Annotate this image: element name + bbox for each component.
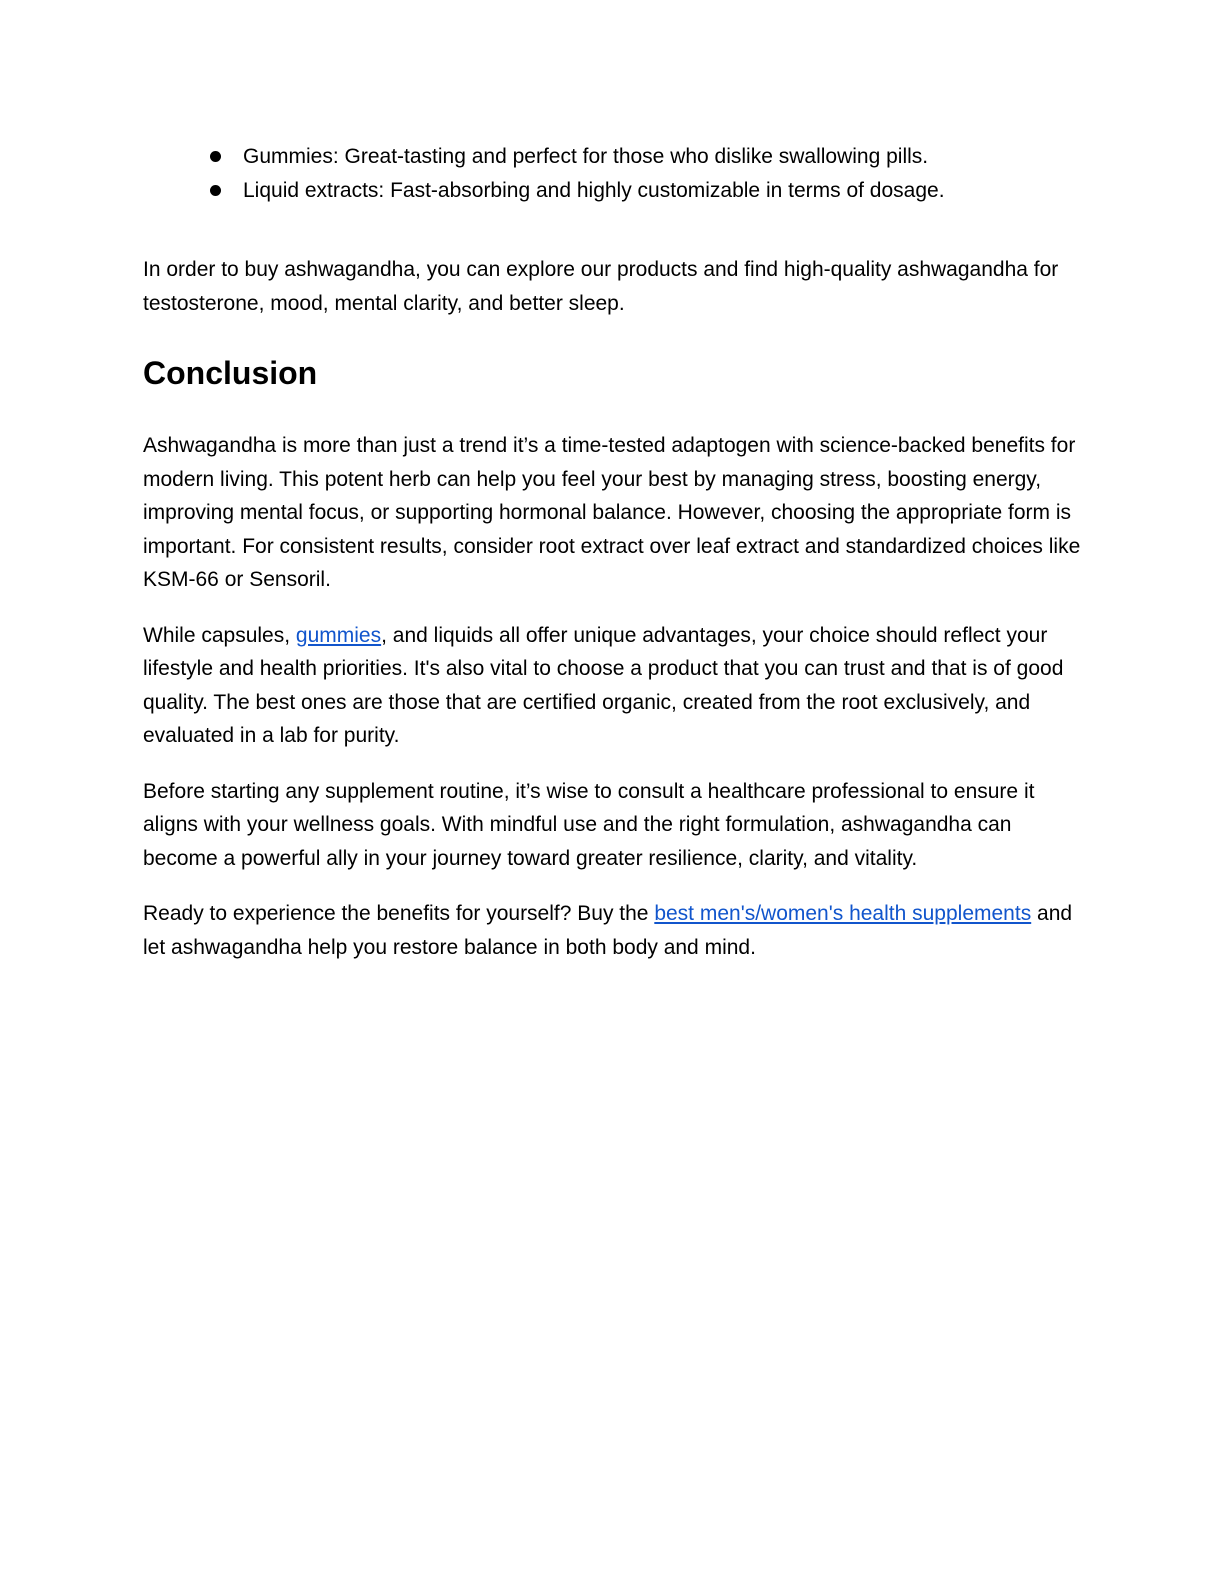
health-supplements-link[interactable]: best men's/women's health supplements <box>654 902 1032 925</box>
conclusion-paragraph-1: Ashwagandha is more than just a trend it’s a time-tested adaptogen with science-backed benefits for modern living. This potent herb can help you feel your best by managing stress, boosting energy, improving mental focus, or supporting hormonal balance. However, choosing the appropriate form is important. For consistent results, consider root extract over leaf extract and standardized choices like KSM-66 or Sensoril. <box>143 434 1081 591</box>
buy-paragraph: In order to buy ashwagandha, you can explore our products and find high-quality ashwagandha for testosterone, mood, mental clarity, and better sleep. <box>143 258 1059 315</box>
paragraph-text: , and liquids all offer unique advantages, your choice should reflect your lifestyle and health priorities. It's also vital to choose a product that you can trust and that is of good quality. The best ones are those that are certified organic, created from the root exclusively, and evaluated in a lab for purity. <box>143 623 1064 747</box>
document-content <box>143 140 1083 964</box>
bullet-dot-icon <box>210 151 221 162</box>
conclusion-heading: Conclusion <box>143 355 318 391</box>
conclusion-paragraph-4 <box>143 897 1083 964</box>
bullet-text: Liquid extracts: Fast-absorbing and highly customizable in terms of dosage. <box>243 178 945 202</box>
bullet-text: Gummies: Great-tasting and perfect for those who dislike swallowing pills. <box>243 145 929 168</box>
gummies-link[interactable]: gummies <box>295 623 382 647</box>
bullet-dot-icon <box>210 185 221 196</box>
bullet-list <box>143 140 1083 207</box>
bullet-item <box>143 174 1083 208</box>
paragraph-text: Ready to experience the benefits for yourself? Buy the <box>143 902 655 925</box>
paragraph-text: and let ashwagandha help you restore balance in both body and mind. <box>143 902 1073 959</box>
conclusion-paragraph-2 <box>143 619 1083 753</box>
bullet-item <box>143 140 1083 174</box>
paragraph-text: While capsules, <box>143 623 296 647</box>
conclusion-paragraph-3: Before starting any supplement routine, it’s wise to consult a healthcare professional to ensure it aligns with your wellness goals. With mindful use and the right formulation, ashwagandha can become a powerful ally in your journey toward greater resilience, clarity, and vitality. <box>143 779 1035 870</box>
